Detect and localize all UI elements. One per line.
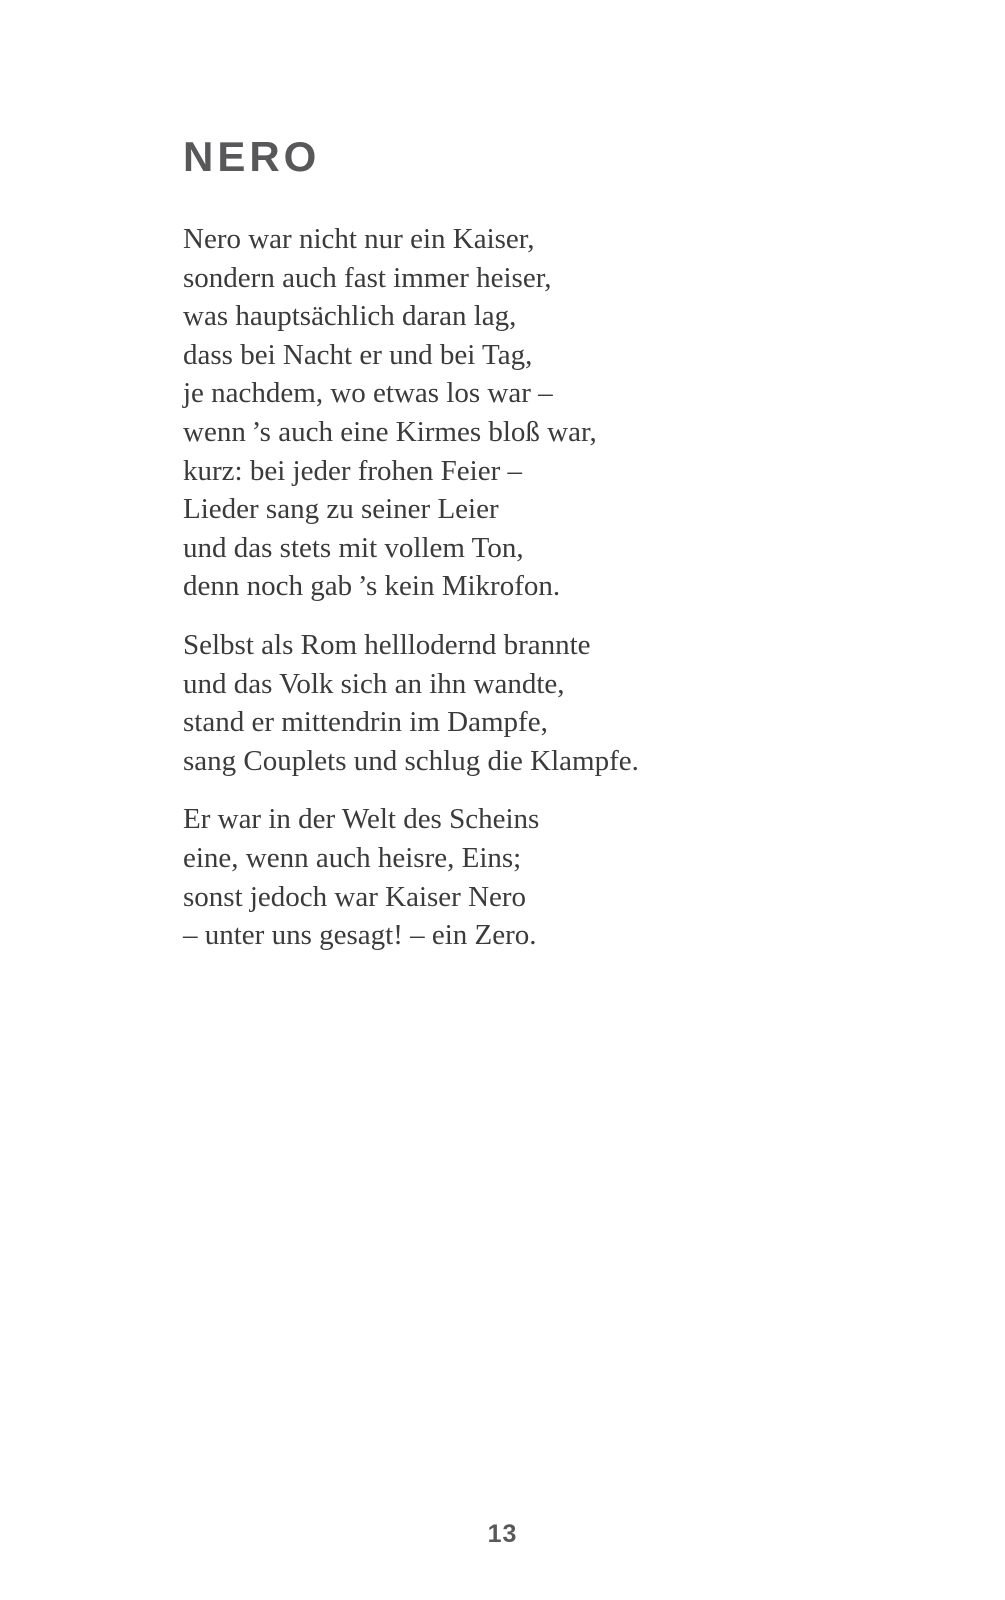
page-content bbox=[183, 133, 823, 955]
poem-line: dass bei Nacht er und bei Tag, bbox=[183, 338, 533, 371]
poem-line: sang Couplets und schlug die Klampfe. bbox=[183, 744, 639, 777]
stanza-2 bbox=[183, 626, 823, 780]
poem-line: Er war in der Welt des Scheins bbox=[183, 803, 540, 836]
stanza-1 bbox=[183, 220, 823, 606]
poem-line: Lieder sang zu seiner Leier bbox=[183, 493, 499, 526]
stanza-3 bbox=[183, 800, 823, 954]
poem-line: – unter uns gesagt! – ein Zero. bbox=[183, 919, 537, 952]
poem-title: NERO bbox=[183, 133, 321, 180]
poem-line: sondern auch fast immer heiser, bbox=[183, 261, 552, 294]
poem-line: und das stets mit vollem Ton, bbox=[183, 531, 524, 564]
poem-line: Selbst als Rom helllodernd brannte bbox=[183, 628, 591, 661]
poem-line: und das Volk sich an ihn wandte, bbox=[183, 667, 565, 700]
poem-line: je nachdem, wo etwas los war – bbox=[183, 377, 553, 410]
poem-line: wenn ’s auch eine Kirmes bloß war, bbox=[183, 415, 597, 448]
poem-line: denn noch gab ’s kein Mikrofon. bbox=[183, 570, 561, 603]
poem-line: sonst jedoch war Kaiser Nero bbox=[183, 880, 527, 913]
poem-line: eine, wenn auch heisre, Eins; bbox=[183, 841, 522, 874]
poem-line: Nero war nicht nur ein Kaiser, bbox=[183, 223, 535, 255]
page-number: 13 bbox=[487, 1520, 518, 1548]
poem-line: was hauptsächlich daran lag, bbox=[183, 300, 517, 333]
poem-line: kurz: bei jeder frohen Feier – bbox=[183, 454, 522, 487]
poem-line: stand er mittendrin im Dampfe, bbox=[183, 706, 548, 739]
